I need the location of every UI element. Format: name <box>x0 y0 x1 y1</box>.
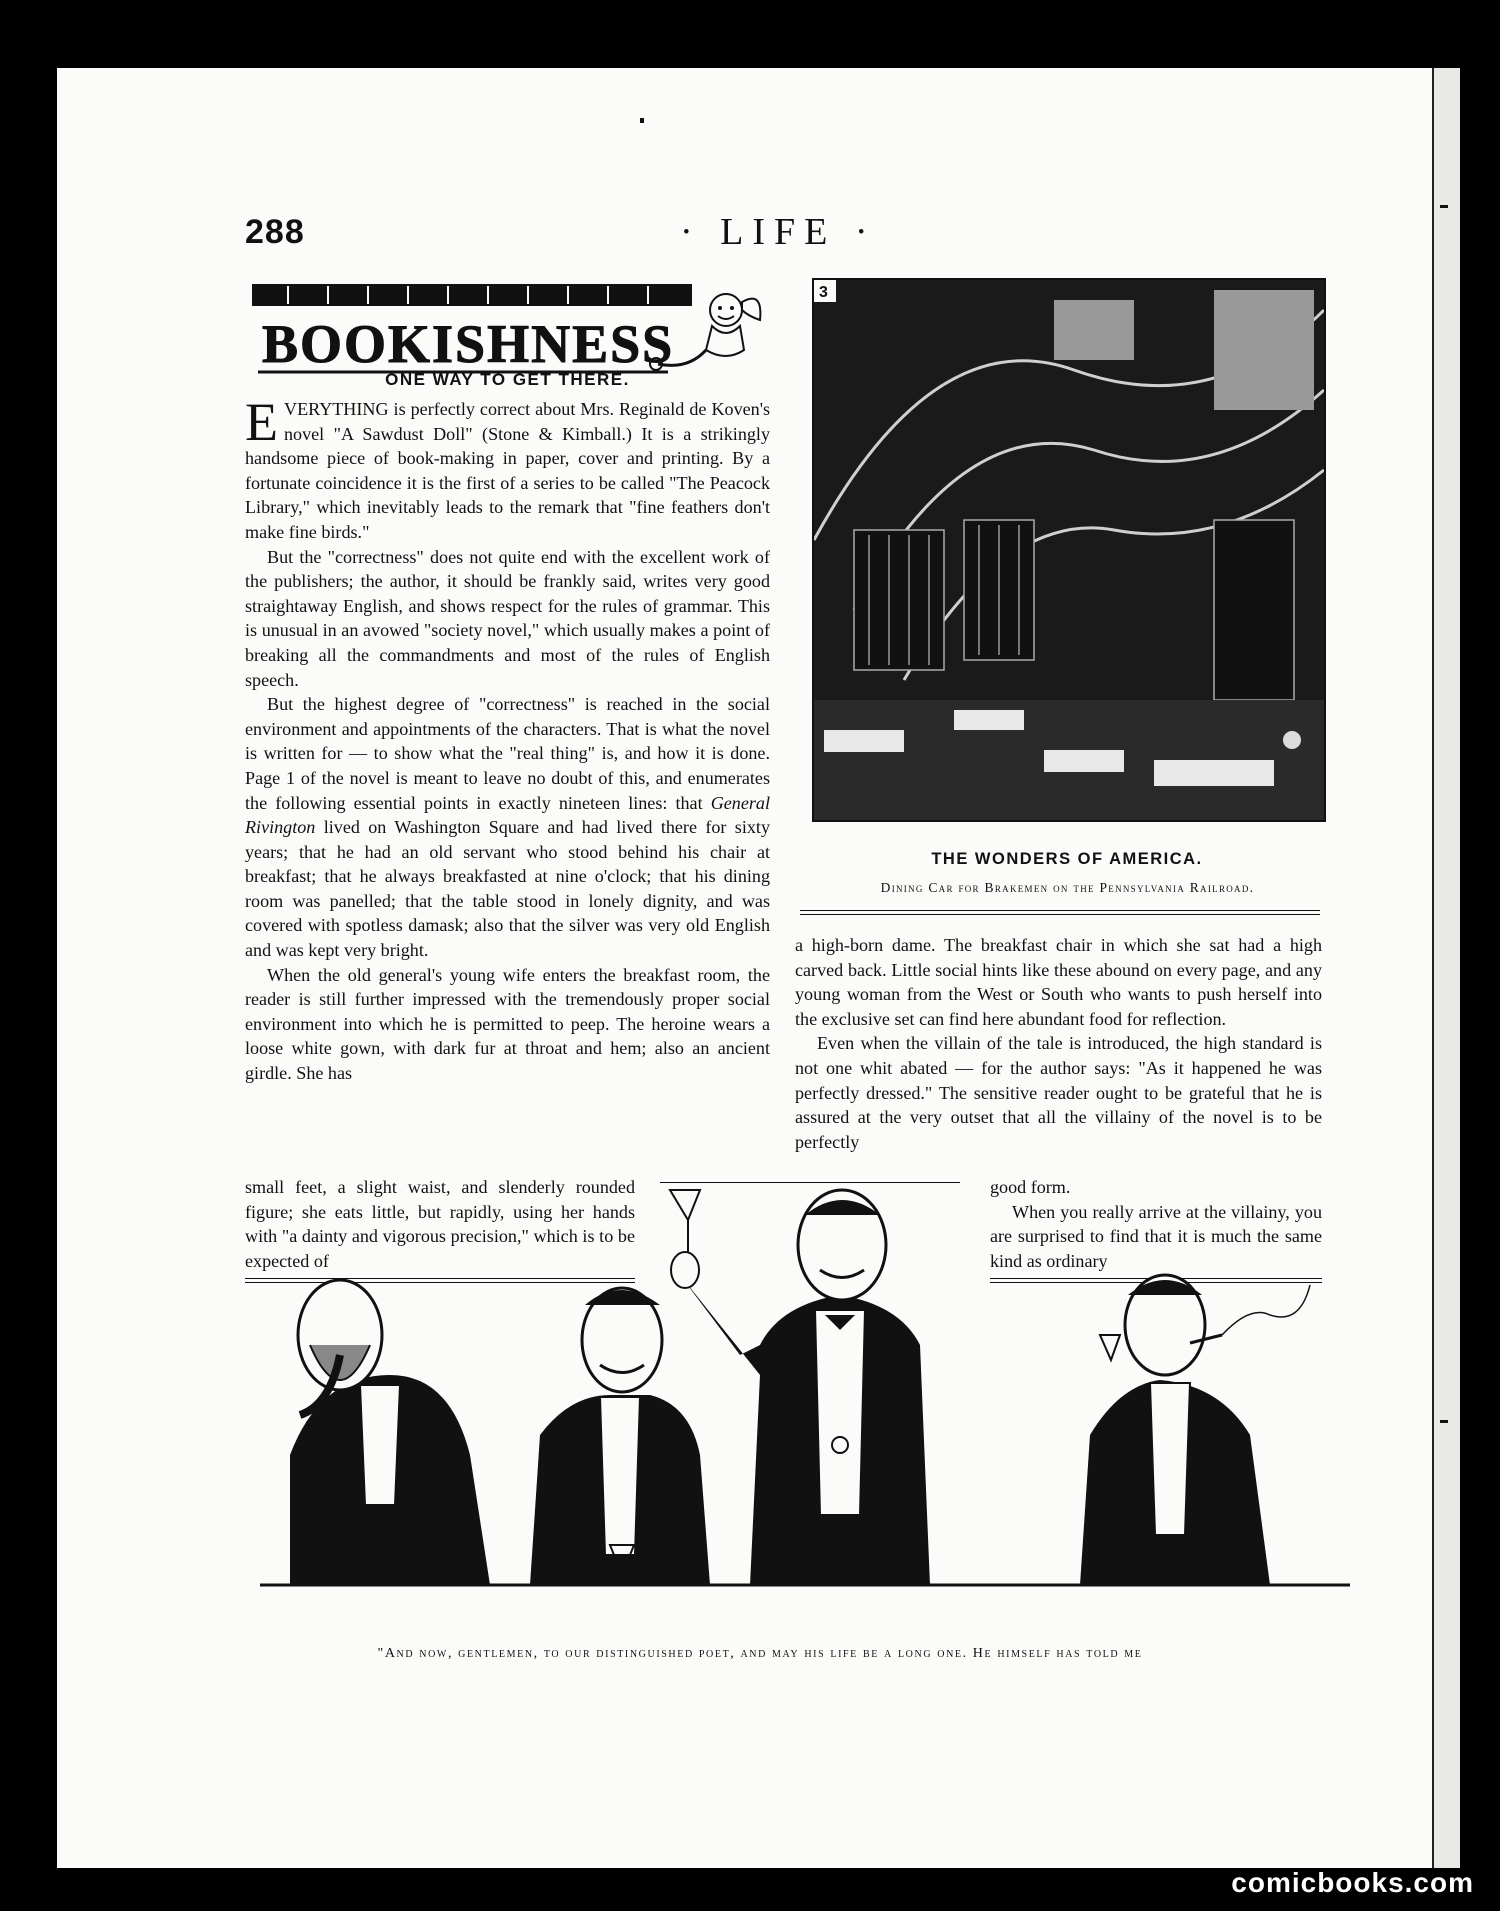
cartoon-caption: "And now, gentlemen, to our distinguished poet, and may his life be a long one. He himself has told me <box>377 1646 1143 1661</box>
paragraph: small feet, a slight waist, and slenderly rounded figure; she eats little, but rapidly, using her hands with "a dainty and vigorous precision," which is to be expected of <box>245 1177 635 1271</box>
paragraph: good form. <box>990 1177 1071 1197</box>
illustration-caption-subtitle: Dining Car for Brakemen on the Pennsylvania Railroad. <box>880 880 1255 895</box>
guest-2-figure <box>530 1288 710 1585</box>
ink-speck <box>640 118 644 123</box>
smoking-guest-figure <box>1080 1275 1310 1585</box>
toasting-host-figure <box>670 1190 930 1585</box>
paragraph: When the old general's young wife enters the breakfast room, the reader is still further impressed with the tremendously proper social environment into which he is permitted to peep. The heroine wears a loose white gown, with dark fur at throat and hem; also an ancient girdle. She has <box>245 964 770 1084</box>
page-number: 288 <box>245 213 305 251</box>
paragraph-text: lived on Washington Square and had lived there for sixty years; that he had an old servant who stood behind his chair at breakfast; that he always breakfasted at nine o'clock; that his dining room was panelled; that the table stood in lonely dignity, and was covered with spotless damask; also that the silver was very old English and was kept very bright. <box>245 817 770 961</box>
dining-car-illustration <box>812 278 1326 822</box>
paragraph: a high-born dame. The breakfast chair in which she sat had a high carved back. Little social hints like these abound on every page, and any young woman from the West or South who wants to push herself into the exclusive set can find here abundant food for reflection. <box>795 935 1322 1029</box>
drop-cap: E <box>245 392 278 452</box>
paragraph <box>245 392 770 545</box>
paragraph: When you really arrive at the villainy, you are surprised to find that it is much the same kind as ordinary <box>990 1201 1322 1271</box>
paragraph <box>245 692 770 963</box>
banner-bar <box>252 284 692 306</box>
review-column-left <box>245 392 770 1086</box>
dining-car-engraving <box>814 280 1324 820</box>
running-head: · LIFE · <box>680 211 877 253</box>
margin-tick <box>1440 205 1448 208</box>
banquet-toast-cartoon <box>260 1175 1350 1615</box>
site-watermark: comicbooks.com <box>1231 1867 1474 1898</box>
illustration-corner-number: 3 <box>819 284 828 301</box>
paragraph-text: VERYTHING is perfectly correct about Mrs. Reginald de Koven's novel "A Sawdust Doll" (Stone & Kimball.) It is a strikingly handsome piece of book-making in paper, cover and printing. By a fortunate coincidence it is the first of a series to be called "The Peacock Library," which inevitably leads to the remark that "fine feathers don't make fine birds." <box>245 399 770 542</box>
italic-name: General Rivington <box>245 792 770 838</box>
paragraph-text: But the highest degree of "correctness" is reached in the social environment and appointments of the characters. That is what the novel is written for — to show what the "real thing" is, and how it is done. Page 1 of the novel is meant to leave no doubt of this, and enumerates the following essential points in exactly nineteen lines: that <box>245 694 770 813</box>
paragraph: Even when the villain of the tale is introduced, the high standard is not one whit abated — for the author says: "As it happened he was perfectly dressed." The sensitive reader ought to be grateful that he is assured at the very outset that all the villainy of the novel is to be perfectly <box>795 1033 1322 1152</box>
banner-title-text: BOOKISHNESS <box>262 314 675 374</box>
illustration-caption-title: THE WONDERS OF AMERICA. <box>931 850 1203 868</box>
paragraph: But the "correctness" does not quite end with the excellent work of the publishers; the author, it should be frankly said, writes very good straightaway English, and shows respect for the rules of grammar. This is unusual in an avowed "society novel," which usually makes a point of breaking all the commandments and most of the rules of English speech. <box>245 546 770 690</box>
double-rule <box>800 910 1320 915</box>
bookishness-banner <box>248 280 768 380</box>
adjacent-page-edge <box>1432 68 1460 1868</box>
guest-1-figure <box>290 1280 490 1585</box>
margin-tick <box>1440 1420 1448 1423</box>
article-subhead: ONE WAY TO GET THERE. <box>385 370 630 389</box>
review-column-right <box>795 933 1322 1154</box>
